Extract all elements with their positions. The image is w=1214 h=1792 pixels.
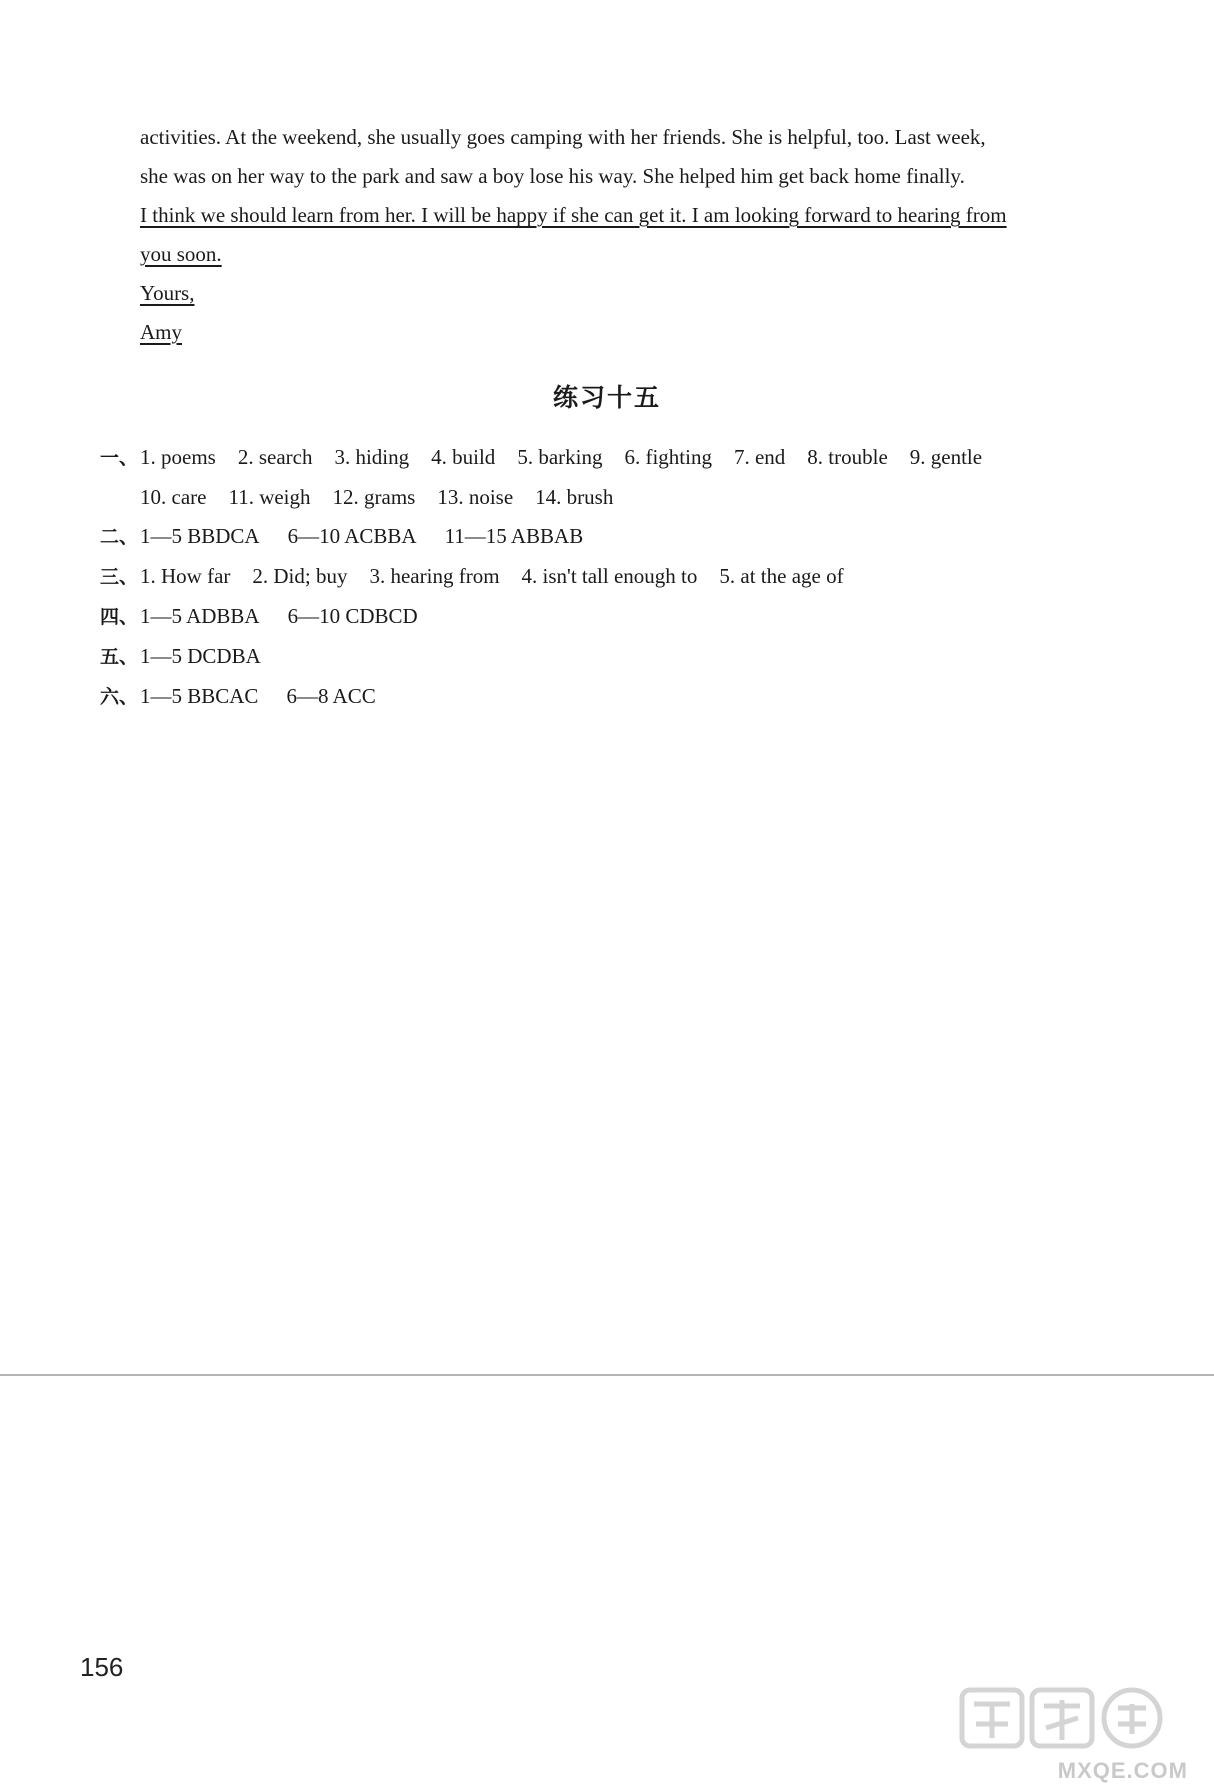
letter-text bbox=[140, 118, 1180, 352]
section-label: 三、 bbox=[100, 566, 139, 588]
answer-item: 1. How far bbox=[140, 564, 231, 588]
watermark-text: MXQE.COM bbox=[1057, 1758, 1188, 1783]
answer-item: 13. noise bbox=[437, 485, 514, 509]
letter-signature: Amy bbox=[140, 320, 182, 344]
answer-item: 14. brush bbox=[535, 485, 614, 509]
watermark-logo-icon bbox=[922, 1684, 1192, 1754]
exercise-heading: 练习十五 bbox=[552, 383, 661, 412]
answer-item: 6. fighting bbox=[624, 445, 712, 469]
answer-section-5 bbox=[100, 637, 1190, 677]
section-label: 六、 bbox=[100, 686, 139, 708]
answer-group: 6—8 ACC bbox=[286, 684, 376, 708]
answer-group: 1—5 BBDCA bbox=[140, 524, 260, 548]
answer-item: 2. Did; buy bbox=[252, 564, 348, 588]
section-label: 二、 bbox=[100, 526, 139, 548]
answer-group: 1—5 DCDBA bbox=[140, 644, 261, 668]
section-label: 四、 bbox=[100, 606, 139, 628]
answer-section-6 bbox=[100, 677, 1190, 717]
answer-item: 5. at the age of bbox=[719, 564, 844, 588]
page-number: 156 bbox=[80, 1652, 124, 1682]
answer-item: 5. barking bbox=[517, 445, 603, 469]
answer-item: 7. end bbox=[733, 445, 786, 469]
letter-closing: Yours, bbox=[140, 281, 195, 305]
answer-item: 12. grams bbox=[332, 485, 416, 509]
answer-section-4 bbox=[100, 597, 1190, 637]
answer-section-1-cont bbox=[100, 478, 1190, 517]
answer-list bbox=[100, 438, 1190, 717]
answer-group: 11—15 ABBAB bbox=[444, 524, 584, 548]
section-label: 五、 bbox=[100, 646, 139, 668]
answer-section-3 bbox=[100, 557, 1190, 597]
answer-item: 3. hiding bbox=[334, 445, 410, 469]
answer-section-2 bbox=[100, 517, 1190, 557]
letter-line-4: you soon. bbox=[140, 242, 222, 266]
answer-item: 2. search bbox=[237, 445, 313, 469]
answer-group: 6—10 CDBCD bbox=[287, 604, 418, 628]
section-label: 一、 bbox=[100, 447, 139, 469]
letter-line-1: activities. At the weekend, she usually goes camping with her friends. She is helpful, too. Last week, bbox=[140, 125, 986, 149]
answer-item: 3. hearing from bbox=[369, 564, 500, 588]
answer-group: 1—5 BBCAC bbox=[140, 684, 259, 708]
answer-item: 10. care bbox=[140, 485, 207, 509]
answer-group: 1—5 ADBBA bbox=[140, 604, 260, 628]
answer-item: 9. gentle bbox=[909, 445, 983, 469]
answer-item: 8. trouble bbox=[807, 445, 888, 469]
answer-group: 6—10 ACBBA bbox=[287, 524, 417, 548]
letter-line-2: she was on her way to the park and saw a boy lose his way. She helped him get back home finally. bbox=[140, 164, 965, 188]
answer-item: 1. poems bbox=[140, 445, 216, 469]
answer-item: 11. weigh bbox=[228, 485, 311, 509]
answer-section-1 bbox=[100, 438, 1190, 478]
answer-item: 4. isn't tall enough to bbox=[521, 564, 698, 588]
answer-item: 4. build bbox=[431, 445, 496, 469]
page-divider bbox=[0, 1374, 1214, 1376]
letter-line-3: I think we should learn from her. I will be happy if she can get it. I am looking forward to hearing from bbox=[140, 203, 1007, 227]
